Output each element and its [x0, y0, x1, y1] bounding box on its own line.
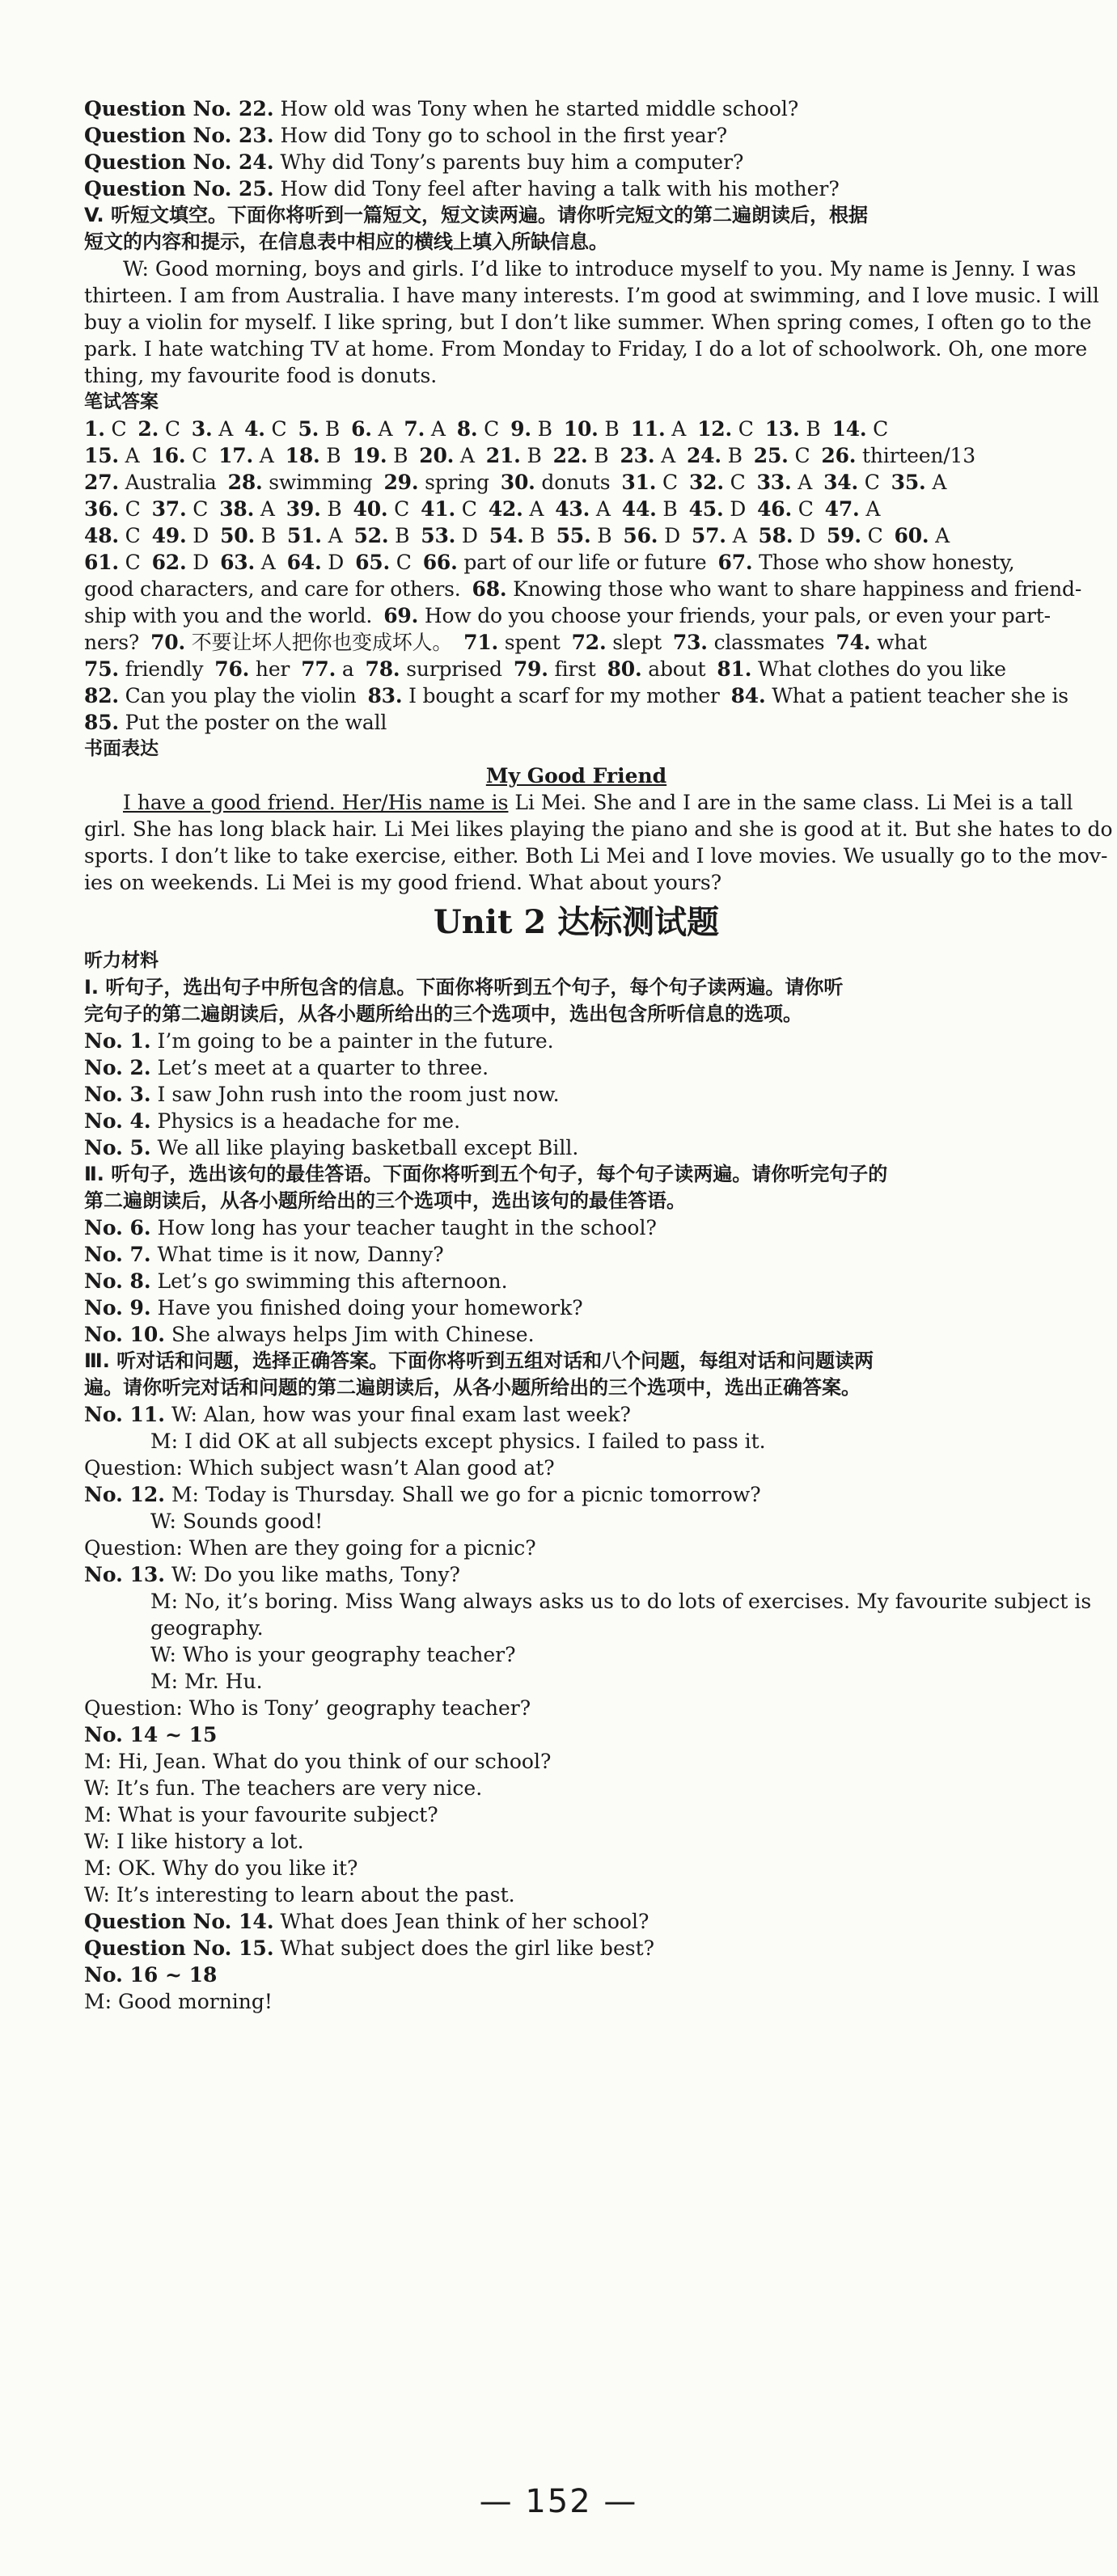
- dialogue-question: Question No. 14. What does Jean think of her school?: [84, 1910, 649, 1933]
- answer-item: 22. B: [552, 444, 609, 467]
- dialogue-line: M: I did OK at all subjects except physics. I failed to pass it.: [150, 1429, 766, 1453]
- answer-row: [84, 496, 1068, 522]
- answer-item: 82. Can you play the violin: [84, 684, 357, 707]
- dialogue-line: M: What is your favourite subject?: [84, 1803, 438, 1826]
- dialogue-question: Question No. 15. What subject does the girl like best?: [84, 1936, 655, 1960]
- answer-item: 57. A: [691, 524, 747, 547]
- answer-item: ship with you and the world.: [84, 604, 373, 627]
- essay-line: I have a good friend. Her/His name is Li Mei. She and I are in the same class. Li Mei is a tall: [123, 791, 1073, 814]
- question-24: Question No. 24. Why did Tony’s parents buy him a computer?: [84, 150, 744, 174]
- answer-item: 46. C: [757, 497, 814, 521]
- questions-22-25: [84, 95, 1068, 202]
- answer-item: 21. B: [485, 444, 542, 467]
- answer-item: 54. B: [489, 524, 545, 547]
- answer-item: 78. surprised: [365, 657, 502, 681]
- section-1-items: [84, 1028, 1068, 1161]
- list-item: No. 5. We all like playing basketball except Bill.: [84, 1136, 579, 1159]
- dialogue-line: W: I like history a lot.: [84, 1830, 304, 1853]
- answer-item: 1. C: [84, 417, 127, 441]
- answer-item: 32. C: [688, 471, 746, 494]
- jenny-passage: [84, 255, 1099, 389]
- answer-row: [84, 629, 1068, 656]
- essay-line: ies on weekends. Li Mei is my good friend. What about yours?: [84, 871, 722, 894]
- answer-item: 49. D: [151, 524, 209, 547]
- answer-item: 20. A: [419, 444, 475, 467]
- answer-item: 59. C: [826, 524, 883, 547]
- answer-item: 53. D: [421, 524, 478, 547]
- answer-row: [84, 442, 1068, 469]
- answer-item: 50. B: [220, 524, 276, 547]
- answer-item: 84. What a patient teacher she is: [730, 684, 1068, 707]
- answer-row: [84, 522, 1068, 549]
- answer-item: 5. B: [298, 417, 341, 441]
- section-1-instruction-2: 完句子的第二遍朗读后，从各小题所给出的三个选项中，选出包含所听信息的选项。: [84, 1003, 802, 1025]
- answer-item: 64. D: [286, 551, 345, 574]
- answer-item: 65. C: [355, 551, 412, 574]
- answer-item: 48. C: [84, 524, 141, 547]
- answer-item: 11. A: [630, 417, 687, 441]
- answer-item: 80. about: [607, 657, 706, 681]
- passage-line: thing, my favourite food is donuts.: [84, 364, 438, 387]
- answer-item: 73. classmates: [672, 631, 825, 654]
- answer-item: 79. first: [513, 657, 596, 681]
- answer-item: 77. a: [301, 657, 354, 681]
- dialogue-line: M: Good morning!: [84, 1990, 273, 2013]
- question-25: Question No. 25. How did Tony feel after having a talk with his mother?: [84, 177, 840, 201]
- writing-heading: 书面表达: [84, 738, 159, 759]
- answer-item: ners?: [84, 631, 140, 654]
- dialogue-11: [84, 1401, 1068, 1481]
- dialogue-question: Question: Which subject wasn’t Alan good at?: [84, 1456, 555, 1480]
- dialogue-line: W: Sounds good!: [150, 1510, 324, 1533]
- answer-item: 24. B: [686, 444, 743, 467]
- answer-row: [84, 576, 1082, 602]
- dialogue-line: M: Mr. Hu.: [150, 1670, 263, 1693]
- list-item: No. 2. Let’s meet at a quarter to three.: [84, 1056, 489, 1079]
- list-item: No. 3. I saw John rush into the room just now.: [84, 1083, 560, 1106]
- answer-row: [84, 416, 1068, 442]
- answer-item: 76. her: [214, 657, 290, 681]
- passage-line: W: Good morning, boys and girls. I’d like to introduce myself to you. My name is Jenny. I was: [123, 257, 1077, 281]
- answer-row: [84, 709, 1068, 736]
- answer-item: 19. B: [352, 444, 408, 467]
- answer-item: 27. Australia: [84, 471, 217, 494]
- dialogue-question: Question: Who is Tony’ geography teacher?: [84, 1696, 531, 1720]
- answer-item: 30. donuts: [500, 471, 611, 494]
- answer-item: 28. swimming: [227, 471, 373, 494]
- answer-row: [84, 682, 1068, 709]
- section-2-instruction-1: Ⅱ. 听句子，选出该句的最佳答语。下面你将听到五个句子，每个句子读两遍。请你听完句子的: [84, 1163, 888, 1185]
- answer-item: 3. A: [191, 417, 234, 441]
- passage-line: buy a violin for myself. I like spring, but I don’t like summer. When spring comes, I often go to the: [84, 310, 1092, 334]
- dialogue-line: W: It’s fun. The teachers are very nice.: [84, 1776, 483, 1800]
- answer-item: 74. what: [836, 631, 927, 654]
- answer-item: 71. spent: [463, 631, 561, 654]
- answer-item: 13. B: [764, 417, 821, 441]
- answer-item: 15. A: [84, 444, 140, 467]
- answer-item: 12. C: [697, 417, 754, 441]
- answer-item: 10. B: [563, 417, 620, 441]
- question-22: Question No. 22. How old was Tony when he started middle school?: [84, 97, 799, 120]
- answer-item: 85. Put the poster on the wall: [84, 711, 387, 734]
- list-item: No. 7. What time is it now, Danny?: [84, 1243, 444, 1266]
- section-3-instruction-2: 遍。请你听完对话和问题的第二遍朗读后，从各小题所给出的三个选项中，选出正确答案。: [84, 1376, 861, 1399]
- answer-item: 58. D: [758, 524, 815, 547]
- answer-item: 83. I bought a scarf for my mother: [367, 684, 720, 707]
- section-1-instruction-1: Ⅰ. 听句子，选出句子中所包含的信息。下面你将听到五个句子，每个句子读两遍。请你听: [84, 976, 844, 999]
- answer-item: 16. C: [150, 444, 208, 467]
- answer-item: 62. D: [151, 551, 209, 574]
- unit-2-title: Unit 2 达标测试题: [433, 903, 720, 941]
- answer-item: 29. spring: [383, 471, 489, 494]
- section-5-instruction-2: 短文的内容和提示，在信息表中相应的横线上填入所缺信息。: [84, 230, 608, 253]
- answer-row: [84, 656, 1068, 682]
- answer-item: 4. C: [244, 417, 287, 441]
- answer-item: 35. A: [891, 471, 947, 494]
- answer-item: 34. C: [823, 471, 880, 494]
- dialogue-line: M: No, it’s boring. Miss Wang always asks us to do lots of exercises. My favourite subject is: [150, 1590, 1092, 1613]
- answer-item: 55. B: [556, 524, 612, 547]
- answer-item: 17. A: [218, 444, 274, 467]
- answer-item: 75. friendly: [84, 657, 204, 681]
- answer-item: 52. B: [353, 524, 410, 547]
- essay-line: sports. I don’t like to take exercise, either. Both Li Mei and I love movies. We usually go to the mov-: [84, 844, 1108, 868]
- answer-item: 72. slept: [571, 631, 662, 654]
- page-number: — 152 —: [479, 2483, 638, 2520]
- answer-item: 8. C: [456, 417, 500, 441]
- essay-line: girl. She has long black hair. Li Mei likes playing the piano and she is good at it. But she hates to do: [84, 817, 1113, 841]
- dialogue-line: No. 11. W: Alan, how was your final exam last week?: [84, 1403, 631, 1426]
- answer-item: 40. C: [353, 497, 410, 521]
- answer-item: 7. A: [404, 417, 446, 441]
- section-5-instruction-1: V. 听短文填空。下面你将听到一篇短文，短文读两遍。请你听完短文的第二遍朗读后，根据: [84, 204, 868, 226]
- answer-item: 25. C: [753, 444, 810, 467]
- essay-title: My Good Friend: [485, 764, 667, 788]
- answer-item: 63. A: [220, 551, 276, 574]
- answer-item: 61. C: [84, 551, 141, 574]
- answer-item: 36. C: [84, 497, 141, 521]
- answer-item: 42. A: [488, 497, 544, 521]
- passage-line: thirteen. I am from Australia. I have many interests. I’m good at swimming, and I love music. I will: [84, 284, 1099, 307]
- question-23: Question No. 23. How did Tony go to school in the first year?: [84, 124, 728, 147]
- list-item: No. 6. How long has your teacher taught in the school?: [84, 1216, 657, 1239]
- answer-item: 26. thirteen/13: [821, 444, 975, 467]
- dialogue-line: W: Who is your geography teacher?: [150, 1643, 516, 1666]
- answer-item: good characters, and care for others.: [84, 577, 461, 601]
- essay-body: [84, 789, 1113, 896]
- list-item: No. 8. Let’s go swimming this afternoon.: [84, 1269, 508, 1293]
- answer-item: 33. A: [756, 471, 813, 494]
- answer-item: 68. Knowing those who want to share happiness and friend-: [472, 577, 1082, 601]
- answer-item: 47. A: [824, 497, 881, 521]
- dialogue-13: [84, 1561, 1092, 1721]
- answer-row: [84, 469, 1068, 496]
- answer-item: 60. A: [894, 524, 950, 547]
- passage-line: park. I hate watching TV at home. From Monday to Friday, I do a lot of schoolwork. Oh, one more: [84, 337, 1088, 361]
- answer-row: [84, 602, 1068, 629]
- section-3-instruction-1: Ⅲ. 听对话和问题，选择正确答案。下面你将听到五组对话和八个问题，每组对话和问题读两: [84, 1349, 874, 1372]
- answer-key: [84, 416, 1082, 736]
- section-2-items: [84, 1214, 1068, 1348]
- answer-item: 6. A: [351, 417, 393, 441]
- answer-item: 23. A: [620, 444, 675, 467]
- answer-item: 81. What clothes do you like: [717, 657, 1006, 681]
- answer-item: 56. D: [623, 524, 680, 547]
- answer-item: 70. 不要让坏人把你也变成坏人。: [150, 631, 453, 654]
- list-item: No. 4. Physics is a headache for me.: [84, 1109, 461, 1133]
- list-item: No. 9. Have you finished doing your homework?: [84, 1296, 583, 1320]
- answer-item: 44. B: [621, 497, 678, 521]
- essay-underlined-phrase: I have a good friend. Her/His name is: [123, 791, 509, 814]
- answer-item: 43. A: [555, 497, 611, 521]
- answer-item: 45. D: [688, 497, 747, 521]
- dialogue-line: No. 12. M: Today is Thursday. Shall we go for a picnic tomorrow?: [84, 1483, 761, 1506]
- answer-item: 67. Those who show honesty,: [717, 551, 1015, 574]
- answer-item: 39. B: [286, 497, 342, 521]
- answer-item: 66. part of our life or future: [422, 551, 707, 574]
- answer-item: 69. How do you choose your friends, your pals, or even your part-: [383, 604, 1051, 627]
- answer-item: 37. C: [151, 497, 209, 521]
- listening-heading: 听力材料: [84, 950, 159, 971]
- answer-item: 2. C: [138, 417, 180, 441]
- dialogue-14-15: [84, 1721, 1068, 1962]
- dialogue-line: W: It’s interesting to learn about the past.: [84, 1883, 515, 1907]
- answer-item: 9. B: [510, 417, 552, 441]
- answer-item: 51. A: [286, 524, 343, 547]
- dialogue-question: Question: When are they going for a picnic?: [84, 1536, 536, 1560]
- answer-item: 14. C: [831, 417, 889, 441]
- dialogue-heading: No. 14 ~ 15: [84, 1723, 218, 1746]
- dialogue-16-18: [84, 1962, 1068, 2015]
- dialogue-line: No. 13. W: Do you like maths, Tony?: [84, 1563, 460, 1586]
- answer-item: 41. C: [421, 497, 477, 521]
- dialogue-line: M: Hi, Jean. What do you think of our school?: [84, 1750, 552, 1773]
- section-2-instruction-2: 第二遍朗读后，从各小题所给出的三个选项中，选出该句的最佳答语。: [84, 1189, 686, 1212]
- dialogue-line: geography.: [150, 1616, 264, 1640]
- list-item: No. 1. I’m going to be a painter in the future.: [84, 1029, 554, 1053]
- dialogue-12: [84, 1481, 1068, 1561]
- dialogue-heading: No. 16 ~ 18: [84, 1963, 218, 1987]
- answer-row: [84, 549, 1068, 576]
- written-answers-heading: 笔试答案: [84, 391, 159, 412]
- dialogue-line: M: OK. Why do you like it?: [84, 1856, 358, 1880]
- list-item: No. 10. She always helps Jim with Chinese.: [84, 1323, 535, 1346]
- answer-item: 31. C: [621, 471, 678, 494]
- answer-item: 38. A: [219, 497, 275, 521]
- answer-item: 18. B: [285, 444, 341, 467]
